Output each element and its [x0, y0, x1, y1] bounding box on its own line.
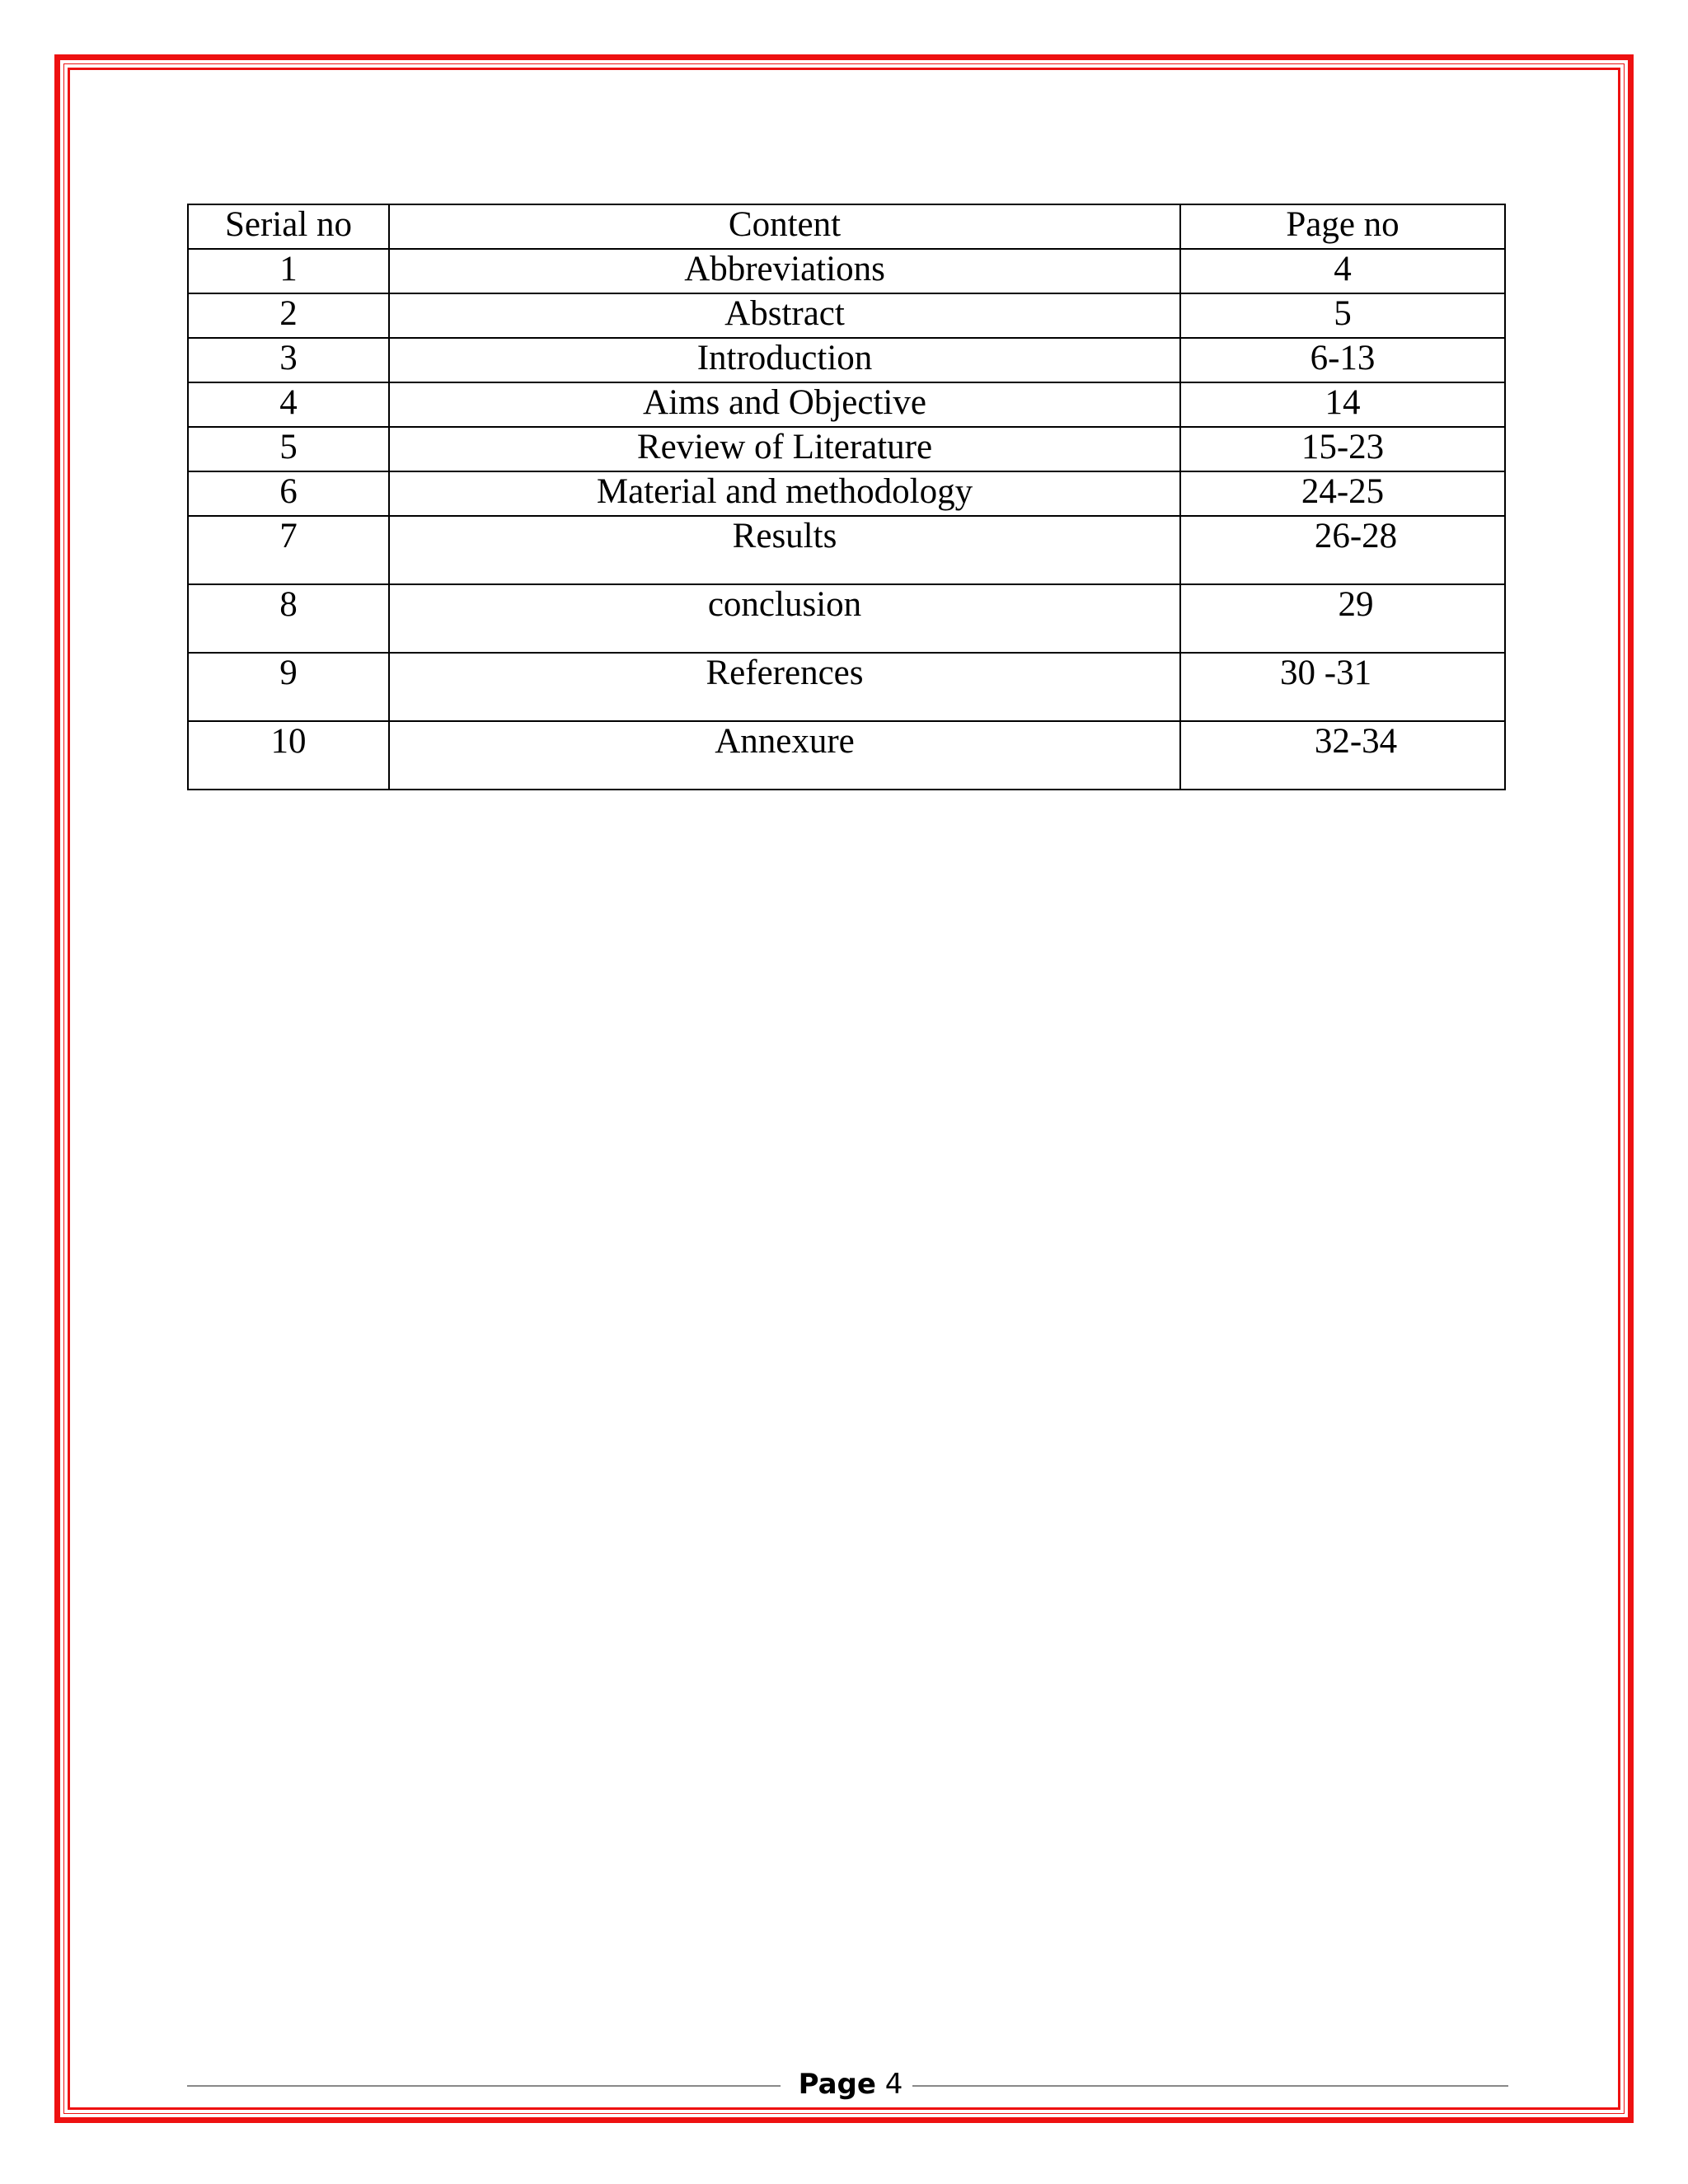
content-cell: Abstract [389, 293, 1180, 338]
header-serial: Serial no [188, 204, 389, 249]
serial-cell: 7 [188, 516, 389, 584]
table-header-row [188, 204, 1505, 249]
footer-rule-left [187, 2085, 781, 2087]
page-cell: 6-13 [1180, 338, 1505, 382]
table-row [188, 293, 1505, 338]
content-cell: conclusion [389, 584, 1180, 653]
page-cell: 32-34 [1180, 721, 1505, 790]
page-cell: 15-23 [1180, 427, 1505, 471]
content-cell: Introduction [389, 338, 1180, 382]
page-cell: 14 [1180, 382, 1505, 427]
table-row [188, 721, 1505, 790]
table-row [188, 382, 1505, 427]
table-row [188, 338, 1505, 382]
table-row [188, 584, 1505, 653]
serial-cell: 4 [188, 382, 389, 427]
page-cell: 4 [1180, 249, 1505, 293]
content-cell: Review of Literature [389, 427, 1180, 471]
serial-cell: 10 [188, 721, 389, 790]
serial-cell: 5 [188, 427, 389, 471]
page-cell: 5 [1180, 293, 1505, 338]
table-row [188, 471, 1505, 516]
header-content: Content [389, 204, 1180, 249]
serial-cell: 1 [188, 249, 389, 293]
page-cell: 24-25 [1180, 471, 1505, 516]
content-cell: Results [389, 516, 1180, 584]
content-cell: Material and methodology [389, 471, 1180, 516]
table-of-contents [187, 204, 1506, 790]
page-number-value: 4 [884, 2068, 903, 2101]
page-number [797, 2064, 904, 2105]
page-cell: 30 -31 [1180, 653, 1505, 721]
serial-cell: 9 [188, 653, 389, 721]
header-page: Page no [1180, 204, 1505, 249]
content-cell: Annexure [389, 721, 1180, 790]
page-cell: 26-28 [1180, 516, 1505, 584]
content-cell: References [389, 653, 1180, 721]
page-footer [187, 2064, 1508, 2110]
footer-rule-right [912, 2085, 1508, 2087]
serial-cell: 2 [188, 293, 389, 338]
table-row [188, 427, 1505, 471]
page-cell: 29 [1180, 584, 1505, 653]
page-label: Page [798, 2068, 876, 2101]
content-cell: Abbreviations [389, 249, 1180, 293]
serial-cell: 6 [188, 471, 389, 516]
serial-cell: 8 [188, 584, 389, 653]
table-row [188, 653, 1505, 721]
content-cell: Aims and Objective [389, 382, 1180, 427]
table-row [188, 249, 1505, 293]
table-row [188, 516, 1505, 584]
serial-cell: 3 [188, 338, 389, 382]
